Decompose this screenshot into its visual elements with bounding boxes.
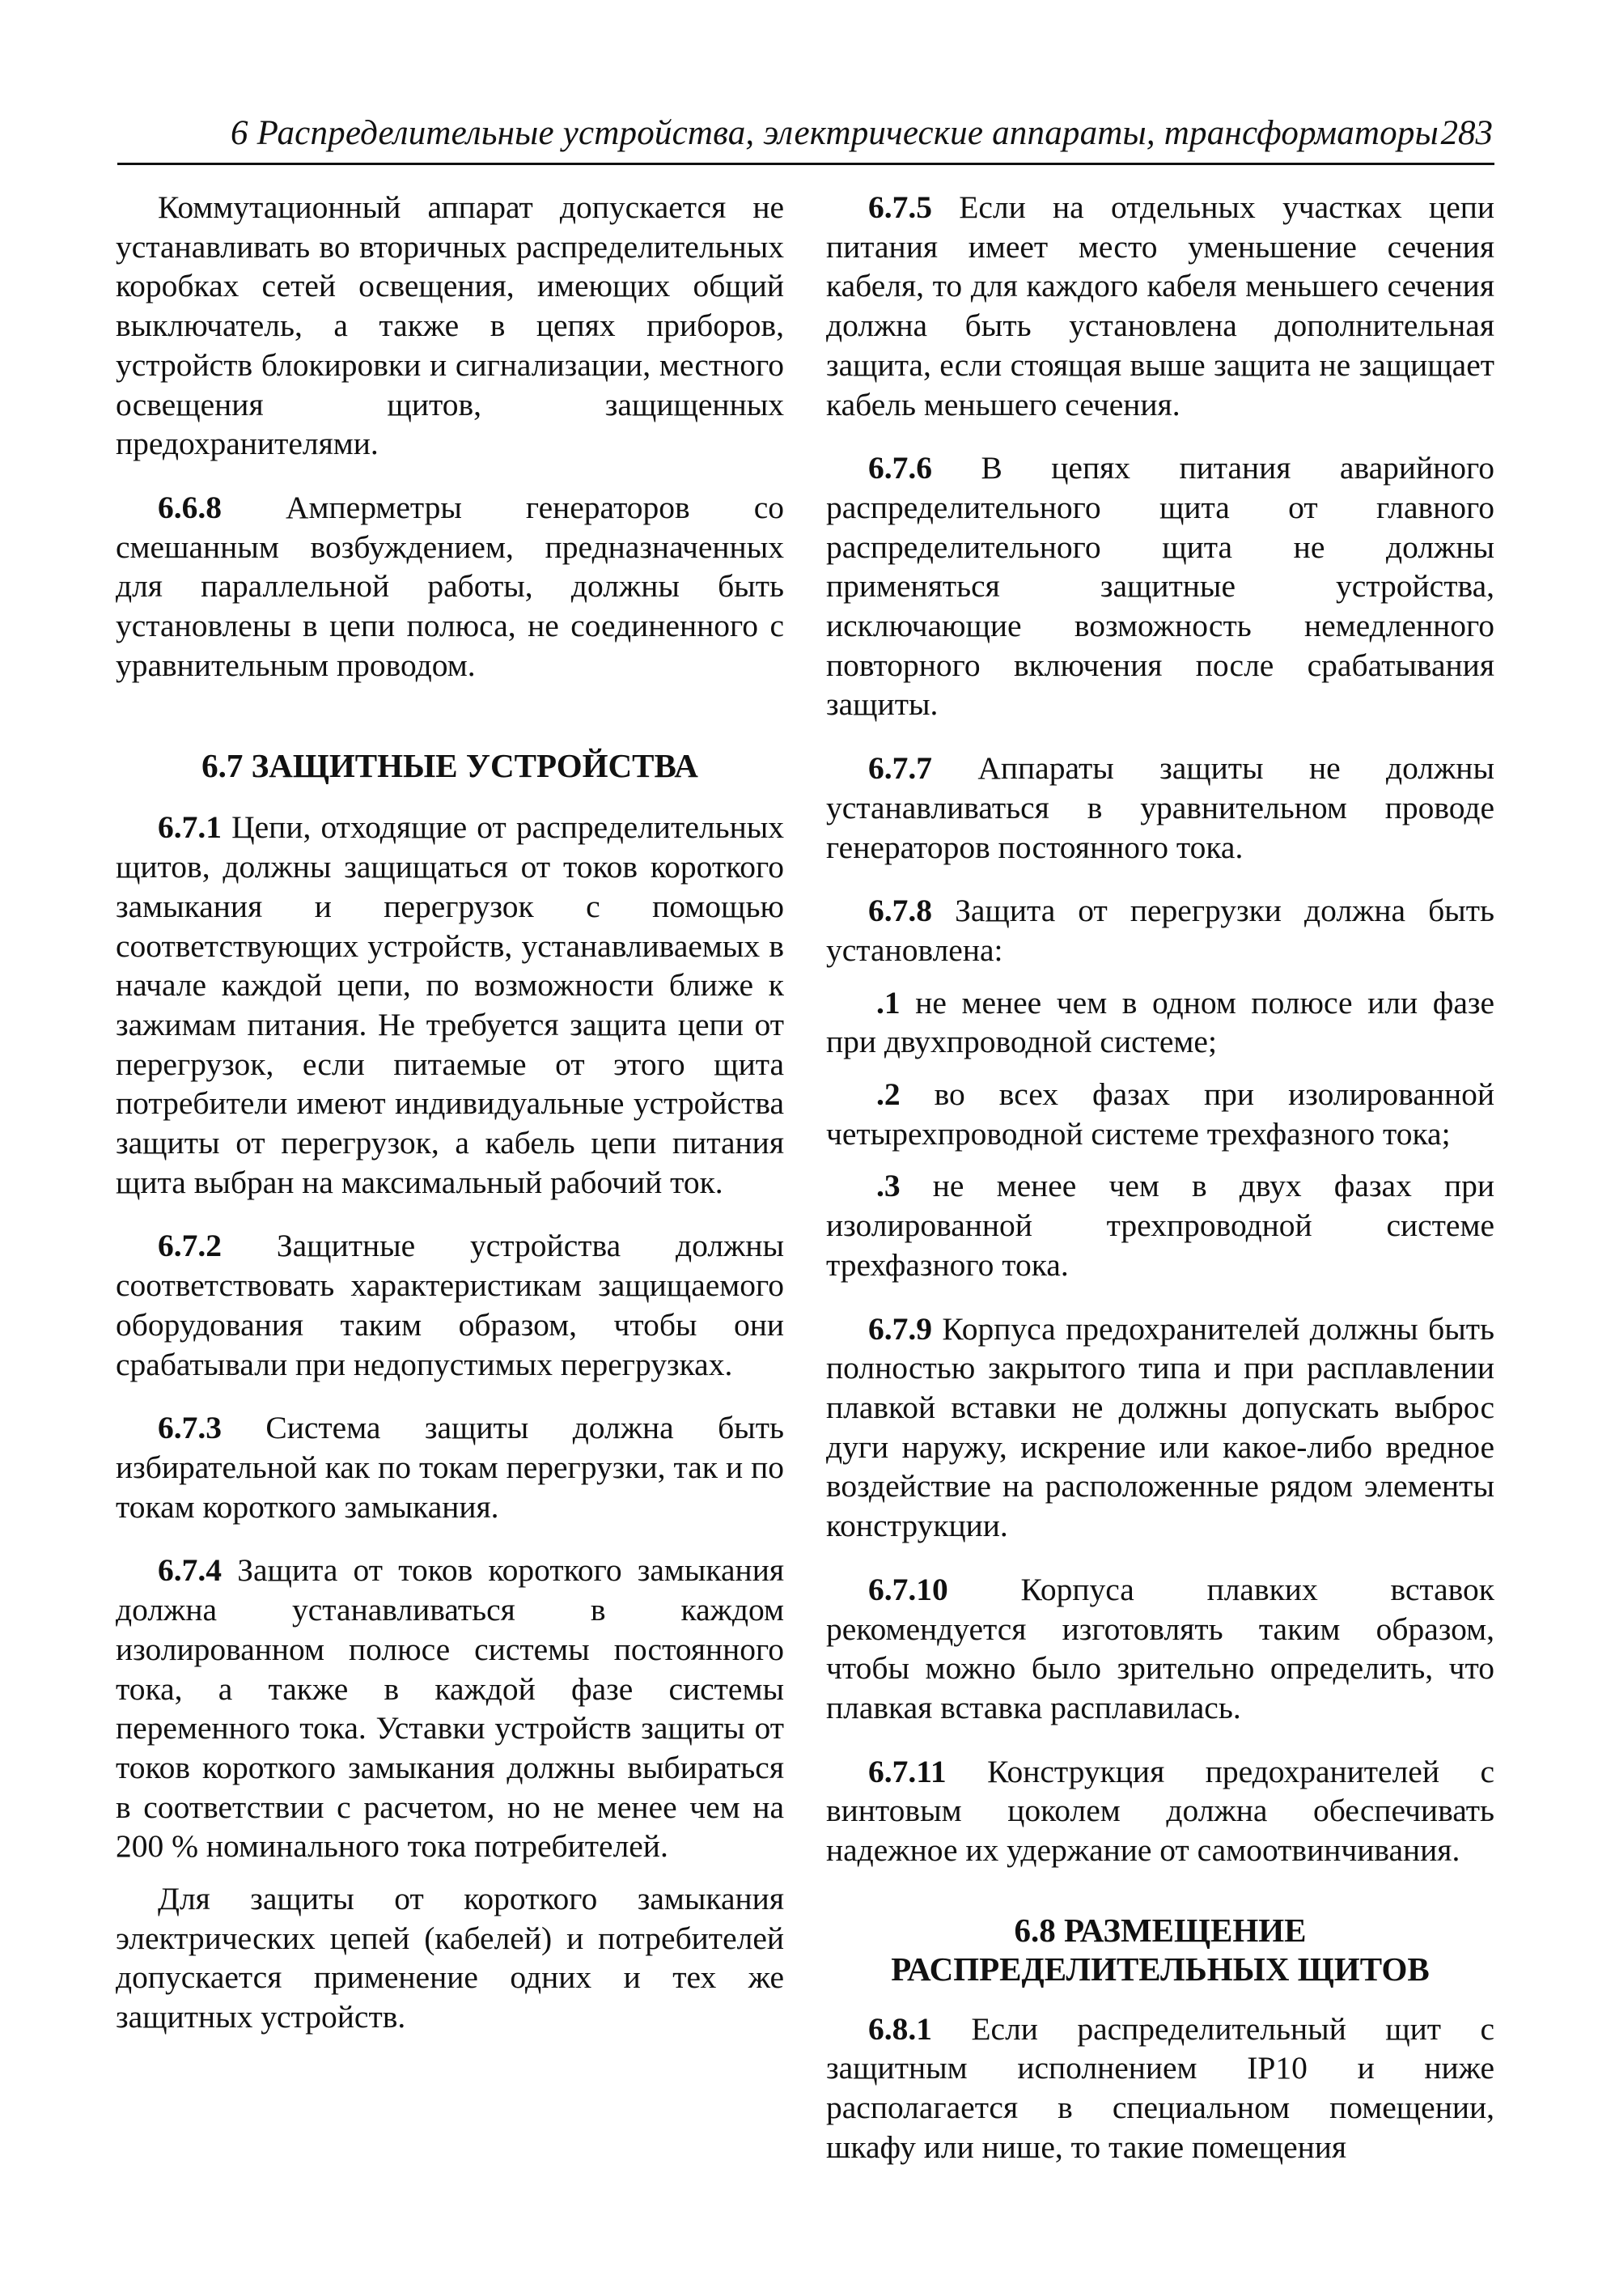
clause-6-7-6	[826, 448, 1494, 724]
paragraph-switching-device	[116, 188, 784, 464]
list-item-text: не менее чем в одном полюсе или фазе при двухпроводной системе;	[826, 984, 1494, 1060]
paragraph-short-circuit-protection	[116, 1879, 784, 2037]
header-rule	[117, 163, 1494, 165]
list-item-number: .3	[876, 1168, 901, 1204]
clause-6-7-1	[116, 808, 784, 1202]
clause-6-7-2	[116, 1226, 784, 1384]
clause-number: 6.7.1	[158, 809, 222, 846]
clause-6-7-10	[826, 1570, 1494, 1728]
clause-text: В цепях питания аварийного распределительного щита от главного распределительного щита не должны применяться защитные устройства, исключающие возможность немедленного повторного включения после срабатывания защиты.	[826, 450, 1495, 723]
clause-text: Защитные устройства должны соответствовать характеристикам защищаемого оборудования таким образом, чтобы они срабатывали при недопустимых перегрузках.	[116, 1228, 784, 1382]
list-item	[826, 1166, 1494, 1284]
paragraph-text: Коммутационный аппарат допускается не устанавливать во вторичных распределительных коробках сетей освещения, имеющих общий выключатель, а также в цепях приборов, устройств блокировки и сигнализации, местного освещения щитов, защищенных предохранителями.	[116, 189, 784, 462]
clause-text: Защита от токов короткого замыкания должна устанавливаться в каждом изолированном полюсе системы постоянного тока, а также в каждой фазе системы переменного тока. Уставки устройств защиты от токов короткого замыкания должны выбираться в соответствии с расчетом, но не менее чем на 200 % номинального тока потребителей.	[116, 1552, 785, 1865]
clause-6-7-5	[826, 188, 1494, 424]
clause-text: Конструкция предохранителей с винтовым цоколем должна обеспечивать надежное их удержание от самоотвинчивания.	[826, 1753, 1494, 1869]
clause-number: 6.7.6	[868, 450, 932, 486]
clause-text: Амперметры генераторов со смешанным возбуждением, предназначенных для параллельной работы, должны быть установлены в цепи полюса, не соединенного с уравнительным проводом.	[116, 489, 784, 683]
clause-number: 6.6.8	[158, 489, 222, 525]
clause-text: Цепи, отходящие от распределительных щитов, должны защищаться от токов короткого замыкания и перегрузок с помощью соответствующих устройств, устанавливаемых в начале каждой цепи, по возможности ближе к зажимам питания. Не требуется защита цепи от перегрузок, если питаемые от этого щита потребители имеют индивидуальные устройства защиты от перегрузок, а кабель цепи питания щита выбран на максимальный рабочий ток.	[116, 809, 785, 1200]
running-header-title: 6 Распределительные устройства, электрические аппараты, трансформаторы	[231, 114, 1439, 152]
clause-text: Корпуса предохранителей должны быть полностью закрытого типа и при расплавлении плавкой вставки не должны допускать выброс дуги наружу, искрение или какое-либо вредное воздействие на расположенные рядом элементы конструкции.	[826, 1310, 1495, 1544]
page-number: 283	[1440, 114, 1493, 152]
list-item	[826, 1075, 1494, 1153]
list-item	[826, 983, 1494, 1062]
clause-number: 6.7.11	[868, 1753, 947, 1789]
clause-number: 6.7.9	[868, 1310, 932, 1347]
clause-6-7-9	[826, 1309, 1494, 1546]
clause-number: 6.7.7	[868, 750, 932, 787]
clause-number: 6.7.5	[868, 189, 932, 225]
clause-text: Если на отдельных участках цепи питания имеет место уменьшение сечения кабеля, то для каждого кабеля меньшего сечения должна быть установлена дополнительная защита, если стоящая выше защита не защищает кабель меньшего сечения.	[826, 189, 1495, 422]
clause-text: Если распределительный щит с защитным исполнением IP10 и ниже располагается в специальном помещении, шкафу или нише, то такие помещения	[826, 2010, 1495, 2165]
list-item-number: .1	[876, 984, 901, 1021]
clause-6-7-8	[826, 891, 1494, 970]
clause-number: 6.7.3	[158, 1410, 222, 1446]
left-column	[116, 188, 784, 2061]
section-heading-line: 6.8 РАЗМЕЩЕНИЕ	[1014, 1911, 1307, 1949]
clause-6-7-4	[116, 1551, 784, 1866]
clause-text: Аппараты защиты не должны устанавливаться в уравнительном проводе генераторов постоянного тока.	[826, 750, 1494, 865]
running-header	[117, 113, 1493, 163]
clause-number: 6.7.2	[158, 1228, 222, 1264]
paragraph-text: Для защиты от короткого замыкания электрических цепей (кабелей) и потребителей допускается применение одних и тех же защитных устройств.	[116, 1881, 784, 2035]
section-heading-6-7: 6.7 ЗАЩИТНЫЕ УСТРОЙСТВА	[201, 747, 698, 785]
clause-number: 6.7.4	[158, 1552, 222, 1589]
section-heading-line: РАСПРЕДЕЛИТЕЛЬНЫХ ЩИТОВ	[891, 1950, 1430, 1988]
clause-6-6-8	[116, 488, 784, 685]
clause-6-8-1	[826, 2010, 1494, 2167]
clause-text: Система защиты должна быть избирательной как по токам перегрузки, так и по токам короткого замыкания.	[116, 1410, 784, 1525]
section-heading-6-8	[826, 1911, 1494, 1988]
clause-6-7-11	[826, 1752, 1494, 1870]
clause-number: 6.8.1	[868, 2010, 932, 2047]
clause-6-7-7	[826, 749, 1494, 867]
clause-number: 6.7.8	[868, 893, 932, 929]
list-item-text: во всех фазах при изолированной четырехпроводной системе трехфазного тока;	[826, 1076, 1494, 1152]
clause-text: Защита от перегрузки должна быть установлена:	[826, 893, 1494, 968]
right-column	[826, 188, 1494, 2192]
list-item-number: .2	[876, 1076, 901, 1113]
clause-number: 6.7.10	[868, 1571, 948, 1607]
clause-6-7-3	[116, 1408, 784, 1526]
list-item-text: не менее чем в двух фазах при изолированной трехпроводной системе трехфазного тока.	[826, 1168, 1494, 1283]
clause-text: Корпуса плавких вставок рекомендуется изготовлять таким образом, чтобы можно было зрительно определить, что плавкая вставка расплавилась.	[826, 1571, 1495, 1725]
